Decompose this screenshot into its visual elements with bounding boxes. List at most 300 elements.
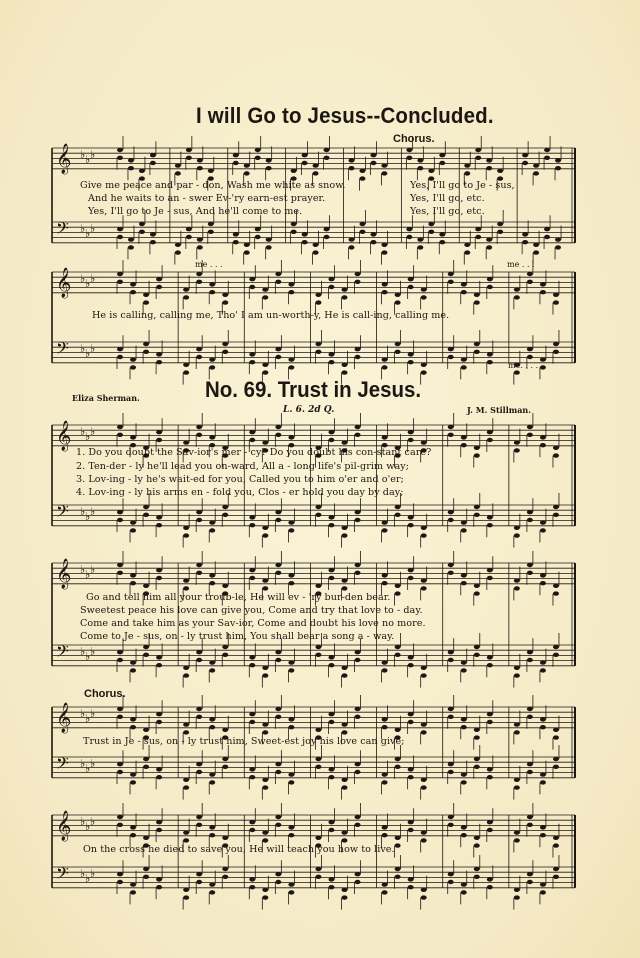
notehead [139,222,145,226]
notehead [370,240,376,244]
notehead [461,780,467,784]
system1-lyric-right2: Yes, I'll go, etc. [410,193,485,204]
notehead [209,725,215,729]
notehead [249,828,255,832]
notehead [328,515,334,519]
verse2-line3: Come and take him as your Sav-ior, Come and doubt his love no more. [80,618,426,629]
notehead [474,653,480,657]
notehead [359,222,365,226]
notehead [514,778,520,782]
notehead [262,730,268,734]
notehead [156,820,162,824]
notehead [288,833,294,837]
notehead [448,355,454,359]
notehead [461,660,467,664]
notehead [527,563,533,567]
notehead [487,430,493,434]
notehead [408,877,414,881]
notehead [461,435,467,439]
notehead [448,433,454,437]
notehead [117,563,123,567]
notehead [382,573,388,577]
notehead [527,355,533,359]
author-credit: Eliza Sherman. [72,393,140,403]
notehead [288,365,294,369]
notehead [117,650,123,654]
flat-sign-icon: ♭ [80,867,86,880]
notehead [448,272,454,276]
notehead [150,240,156,244]
notehead [395,513,401,517]
notehead [130,573,136,577]
notehead [487,523,493,527]
notehead [156,430,162,434]
notehead [540,772,546,776]
notehead [117,235,123,239]
notehead [249,663,255,667]
notehead [249,820,255,824]
notehead [315,645,321,649]
notehead [408,515,414,519]
notehead [487,828,493,832]
notehead [183,730,189,734]
notehead [421,673,427,677]
notehead [406,156,412,160]
notehead [222,513,228,517]
notehead [143,875,149,879]
notehead [255,227,261,231]
notehead [156,277,162,281]
notehead [486,245,492,249]
notehead [313,243,319,247]
notehead [197,158,203,162]
treble-clef-icon: 𝄞 [56,421,72,451]
notehead [249,430,255,434]
notehead [275,347,281,351]
notehead [540,357,546,361]
notehead [328,712,334,716]
notehead [222,757,228,761]
notehead [275,280,281,284]
notehead [342,533,348,537]
notehead [156,360,162,364]
notehead [288,772,294,776]
notehead [315,584,321,588]
notehead [328,775,334,779]
flat-sign-icon: ♭ [80,425,86,438]
notehead [514,673,520,677]
notehead [262,838,268,842]
notehead [553,350,559,354]
notehead [464,243,470,247]
flat-sign-icon: ♭ [90,148,96,161]
notehead [355,880,361,884]
notehead [342,370,348,374]
notehead [117,715,123,719]
notehead [222,728,228,732]
notehead [183,838,189,842]
notehead [288,528,294,532]
flat-sign-icon: ♭ [90,815,96,828]
notehead [395,765,401,769]
notehead [342,673,348,677]
notehead [249,352,255,356]
notehead [186,227,192,231]
flat-sign-icon: ♭ [90,505,96,518]
notehead [487,720,493,724]
notehead [486,166,492,170]
flat-sign-icon: ♭ [90,645,96,658]
notehead [461,882,467,886]
hymn-title-concluded: I will Go to Jesus--Concluded. [196,103,494,128]
notehead [209,772,215,776]
notehead [533,171,539,175]
notehead [249,285,255,289]
notehead [553,513,559,517]
notehead [497,230,503,234]
notehead [209,365,215,369]
notehead [249,775,255,779]
notehead [540,660,546,664]
composer-credit: J. M. Stillman. [467,405,531,415]
notehead [464,163,470,167]
notehead [196,707,202,711]
notehead [183,533,189,537]
notehead [291,222,297,226]
notehead [461,357,467,361]
notehead [395,653,401,657]
notehead [553,446,559,450]
notehead [544,156,550,160]
notehead [487,515,493,519]
notehead [197,166,203,170]
notehead [183,778,189,782]
system1-lyric-line2: And he waits to an - swer Ev-'ry earn-est prayer. [88,193,326,204]
notehead [540,282,546,286]
notehead [183,666,189,670]
notehead [514,533,520,537]
notehead [196,823,202,827]
notehead [355,510,361,514]
notehead [555,158,561,162]
notehead [196,563,202,567]
notehead [448,872,454,876]
notehead [342,888,348,892]
notehead [328,663,334,667]
notehead [262,363,268,367]
flat-sign-icon: ♭ [90,867,96,880]
flat-sign-icon: ♭ [85,820,91,833]
notehead [448,823,454,827]
notehead [156,655,162,659]
notehead [553,645,559,649]
notehead [315,342,321,346]
notehead [553,765,559,769]
notehead [540,520,546,524]
notehead [475,148,481,152]
notehead [355,433,361,437]
notehead [540,833,546,837]
flat-sign-icon: ♭ [85,650,91,663]
notehead [417,245,423,249]
flat-sign-icon: ♭ [85,430,91,443]
notehead [209,717,215,721]
flat-sign-icon: ♭ [80,505,86,518]
notehead [395,875,401,879]
notehead [395,645,401,649]
notehead [249,277,255,281]
notehead [196,715,202,719]
notehead [421,666,427,670]
notehead [382,282,388,286]
flat-sign-icon: ♭ [80,815,86,828]
notehead [156,438,162,442]
flat-sign-icon: ♭ [80,148,86,161]
notehead [421,722,427,726]
notehead [328,438,334,442]
notehead [342,895,348,899]
notehead [262,778,268,782]
notehead [117,280,123,284]
notehead [196,347,202,351]
notehead [514,888,520,892]
notehead [474,757,480,761]
notehead [262,526,268,530]
notehead [342,722,348,726]
notehead [464,171,470,175]
notehead [222,645,228,649]
notehead [382,780,388,784]
notehead [382,435,388,439]
notehead [355,571,361,575]
notehead [421,888,427,892]
notehead [196,518,202,522]
flat-sign-icon: ♭ [85,347,91,360]
notehead [244,163,250,167]
notehead [553,836,559,840]
notehead [487,820,493,824]
notehead [408,720,414,724]
notehead [355,658,361,662]
treble-clef-icon: 𝄞 [56,144,72,174]
notehead [130,825,136,829]
notehead [130,435,136,439]
notehead [150,153,156,157]
notehead [196,425,202,429]
notehead [143,765,149,769]
notehead [342,287,348,291]
notehead [197,237,203,241]
notehead [143,513,149,517]
notehead [461,528,467,532]
notehead [288,825,294,829]
notehead [417,237,423,241]
notehead [262,785,268,789]
notehead [249,515,255,519]
notehead [175,171,181,175]
notehead [262,895,268,899]
notehead [266,245,272,249]
notehead [196,272,202,276]
notehead [209,282,215,286]
notehead [553,293,559,297]
notehead [487,885,493,889]
notehead [381,243,387,247]
notehead [395,591,401,595]
notehead [355,715,361,719]
notehead [475,227,481,231]
notehead [355,815,361,819]
notehead [474,293,480,297]
notehead [533,243,539,247]
notehead [156,568,162,572]
notehead [553,342,559,346]
notehead [196,510,202,514]
notehead [421,533,427,537]
notehead [461,520,467,524]
notehead [222,765,228,769]
notehead [183,673,189,677]
notehead [421,578,427,582]
notehead [448,707,454,711]
notehead [275,563,281,567]
notehead [533,250,539,254]
flat-sign-icon: ♭ [85,762,91,775]
notehead [555,245,561,249]
notehead [408,285,414,289]
notehead [183,440,189,444]
notehead [487,775,493,779]
notehead [527,707,533,711]
notehead [143,584,149,588]
notehead [514,830,520,834]
notehead [540,882,546,886]
verse1-line3: 3. Lov-ing - ly he's wait-ed for you, Called you to him o'er and o'er; [76,474,404,485]
notehead [139,169,145,173]
notehead [540,435,546,439]
notehead [117,518,123,522]
notehead [262,533,268,537]
notehead [222,300,228,304]
notehead [130,890,136,894]
notehead [288,290,294,294]
notehead [421,526,427,530]
notehead [328,877,334,881]
notehead [328,285,334,289]
notehead [448,650,454,654]
notehead [117,707,123,711]
notehead [474,728,480,732]
notehead [255,148,261,152]
notehead [408,360,414,364]
notehead [461,282,467,286]
notehead [527,880,533,884]
notehead [527,272,533,276]
notehead [315,293,321,297]
notehead [355,563,361,567]
notehead [421,785,427,789]
notehead [408,438,414,442]
notehead [421,363,427,367]
notehead [461,833,467,837]
notehead [183,586,189,590]
notehead [328,523,334,527]
notehead [275,518,281,522]
notehead [117,347,123,351]
notehead [408,352,414,356]
notehead [156,828,162,832]
notehead [355,425,361,429]
notehead [355,762,361,766]
notehead [315,757,321,761]
notehead [487,877,493,881]
bass-clef-icon: 𝄢 [56,218,69,242]
notehead [544,235,550,239]
notehead [417,166,423,170]
flat-sign-icon: ♭ [90,272,96,285]
notehead [349,237,355,241]
notehead [249,885,255,889]
notehead [408,712,414,716]
notehead [175,243,181,247]
notehead [408,568,414,572]
notehead [474,765,480,769]
notehead [342,586,348,590]
notehead [175,163,181,167]
notehead [448,425,454,429]
notehead [156,285,162,289]
notehead [328,352,334,356]
system1-lyric-line3: Yes, I'll go to Je - sus, And he'll come to me. [88,206,303,217]
notehead [186,235,192,239]
notehead [527,815,533,819]
meter-marking: L. 6. 2d Q. [283,405,335,415]
flat-sign-icon: ♭ [80,707,86,720]
notehead [222,867,228,871]
notehead [143,350,149,354]
notehead [355,347,361,351]
flat-sign-icon: ♭ [85,153,91,166]
notehead [527,518,533,522]
notehead [382,581,388,585]
notehead [461,717,467,721]
flat-sign-icon: ♭ [80,563,86,576]
notehead [302,153,308,157]
notehead [117,571,123,575]
system1-lyric-right1: Yes, I'll go to Je - sus, [410,180,515,191]
notehead [540,825,546,829]
notehead [130,528,136,532]
notehead [130,290,136,294]
notehead [382,520,388,524]
notehead [328,885,334,889]
flat-sign-icon: ♭ [85,568,91,581]
notehead [222,293,228,297]
notehead [328,277,334,281]
notehead [474,584,480,588]
notehead [487,576,493,580]
notehead [143,867,149,871]
verse2-line4: Come to Je - sus, on - ly trust him, You shall bear a song a - way. [80,631,395,642]
notehead [233,161,239,165]
notehead [527,715,533,719]
notehead [395,505,401,509]
notehead [395,584,401,588]
notehead [117,156,123,160]
notehead [288,520,294,524]
notehead [382,290,388,294]
notehead [342,363,348,367]
